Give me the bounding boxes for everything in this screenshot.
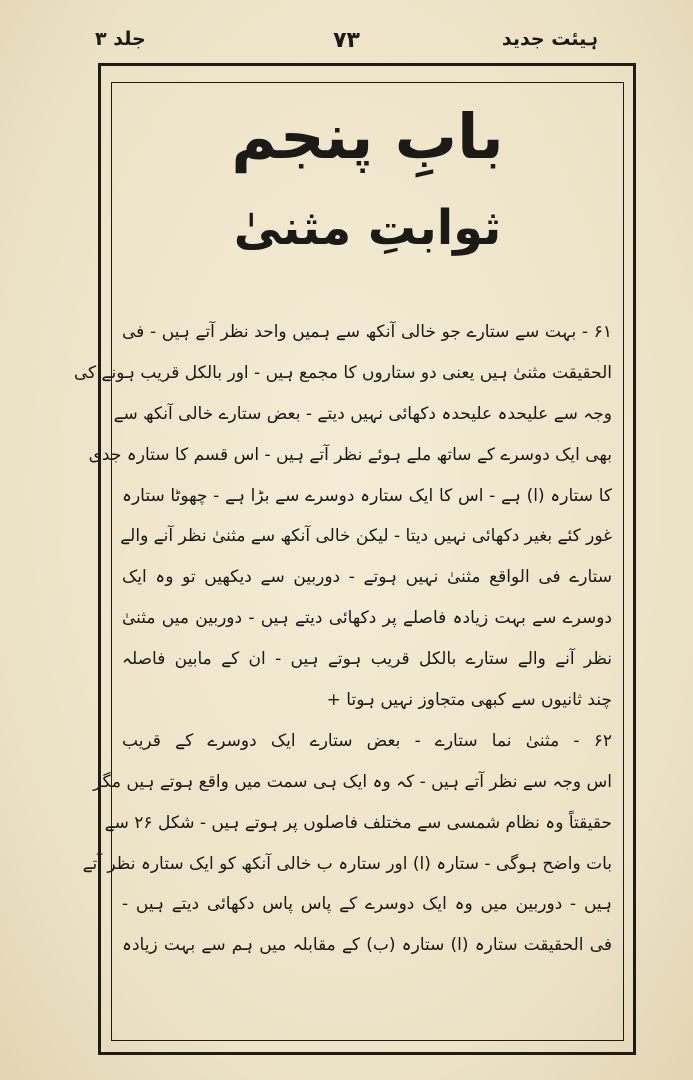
book-title: ہیئت جدید [501, 28, 598, 50]
chapter-subtitle: ثوابتِ مثنیٰ [233, 200, 502, 256]
running-head [95, 28, 598, 68]
text-line: دوسرے سے بہت زیادہ فاصلے پر دکھائی دیتے ہیں - دوربین میں مثنیٰ [122, 608, 612, 629]
text-line: ۶۲ - مثنیٰ نما ستارے - بعض ستارے ایک دوسرے کے قریب [122, 730, 612, 751]
text-line: ہیں - دوربین میں وہ ایک دوسرے کے پاس پاس دکھائی دیتے ہیں - [122, 894, 612, 915]
page-number: ۷۳ [333, 28, 360, 53]
text-line: چند ثانیوں سے کبھی متجاوز نہیں ہوتا + [326, 690, 612, 711]
chapter-title: بابِ پنجم [231, 100, 504, 173]
text-line: الحقیقت مثنیٰ ہیں یعنی دو ستاروں کا مجمع ہیں - اور بالکل قریب ہونے کی [73, 362, 612, 383]
text-line: فی الحقیقت ستارہ (ا) ستارہ (ب) کے مقابلہ میں ہم سے بہت زیادہ [122, 935, 612, 956]
text-line: حقیقتاً وہ نظام شمسی سے مختلف فاصلوں پر ہوتے ہیں - شکل ۲۶ سے [104, 812, 612, 833]
text-line: بات واضح ہوگی - ستارہ (ا) اور ستارہ ب خالی آنکھ کو ایک ستارہ نظر آتے [82, 853, 612, 874]
text-line: غور کئے بغیر دکھائی نہیں دیتا - لیکن خالی آنکھ سے مثنیٰ نظر آنے والے [120, 526, 612, 547]
text-line: ستارے فی الواقع مثنیٰ نہیں ہوتے - دوربین سے دیکھیں تو وہ ایک [122, 567, 612, 588]
text-line: وجہ سے علیحدہ علیحدہ دکھائی نہیں دیتے - بعض ستارے خالی آنکھ سے [113, 403, 612, 424]
text-line: اس وجہ سے نظر آتے ہیں - کہ وہ ایک ہی سمت میں واقع ہوتے ہیں مگر [93, 771, 612, 792]
text-line: نظر آنے والے ستارے بالکل قریب ہوتے ہیں - ان کے مابین فاصلہ [122, 649, 612, 670]
text-line: بھی ایک دوسرے کے ساتھ ملے ہوئے نظر آتے ہیں - اس قسم کا ستارہ جدی [88, 444, 612, 465]
text-line: ۶۱ - بہت سے ستارے جو خالی آنکھ سے ہمیں واحد نظر آتے ہیں - فی [122, 322, 612, 342]
text-line: کا ستارہ (ا) ہے - اس کا ایک ستارہ دوسرے سے بڑا ہے - چھوٹا ستارہ [122, 485, 612, 506]
volume-label: جلد ۳ [95, 28, 146, 50]
body-text [73, 312, 612, 1032]
